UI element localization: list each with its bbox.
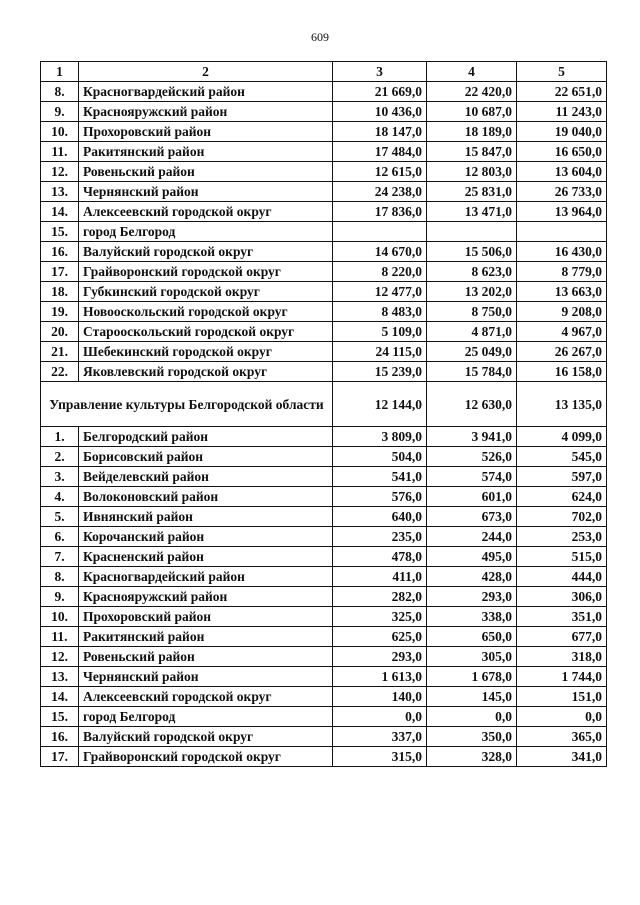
row-number: 16. <box>41 727 79 747</box>
row-value-col4: 4 871,0 <box>427 322 517 342</box>
row-number: 10. <box>41 122 79 142</box>
column-header-5: 5 <box>517 62 607 82</box>
row-name: Красногвардейский район <box>79 567 333 587</box>
row-number: 15. <box>41 707 79 727</box>
table-row <box>41 182 607 202</box>
row-value-col5: 16 430,0 <box>517 242 607 262</box>
table-row <box>41 427 607 447</box>
table-row <box>41 342 607 362</box>
row-value-col5: 545,0 <box>517 447 607 467</box>
table-row <box>41 627 607 647</box>
row-value-col5: 341,0 <box>517 747 607 767</box>
row-number: 8. <box>41 567 79 587</box>
table-section <box>41 382 607 427</box>
row-name: Ивнянский район <box>79 507 333 527</box>
table-row <box>41 447 607 467</box>
row-value-col4: 244,0 <box>427 527 517 547</box>
row-number: 19. <box>41 302 79 322</box>
row-name: Алексеевский городской округ <box>79 202 333 222</box>
row-value-col3: 282,0 <box>333 587 427 607</box>
row-value-col5: 26 733,0 <box>517 182 607 202</box>
table-row <box>41 607 607 627</box>
row-value-col5: 4 099,0 <box>517 427 607 447</box>
row-value-col4: 574,0 <box>427 467 517 487</box>
row-value-col4: 145,0 <box>427 687 517 707</box>
row-value-col5: 13 663,0 <box>517 282 607 302</box>
row-number: 5. <box>41 507 79 527</box>
row-number: 11. <box>41 627 79 647</box>
row-value-col4: 25 049,0 <box>427 342 517 362</box>
row-number: 7. <box>41 547 79 567</box>
row-name: Новооскольский городской округ <box>79 302 333 322</box>
row-value-col5: 253,0 <box>517 527 607 547</box>
table-row <box>41 587 607 607</box>
table-row <box>41 302 607 322</box>
row-number: 16. <box>41 242 79 262</box>
table-row <box>41 527 607 547</box>
row-value-col4: 428,0 <box>427 567 517 587</box>
column-header-1: 1 <box>41 62 79 82</box>
row-value-col5: 8 779,0 <box>517 262 607 282</box>
row-name: Чернянский район <box>79 182 333 202</box>
table-row <box>41 487 607 507</box>
row-value-col3: 640,0 <box>333 507 427 527</box>
row-value-col5: 16 158,0 <box>517 362 607 382</box>
row-value-col3: 24 238,0 <box>333 182 427 202</box>
row-value-col5: 624,0 <box>517 487 607 507</box>
row-name: Губкинский городской округ <box>79 282 333 302</box>
table-header-row <box>41 62 607 82</box>
row-number: 20. <box>41 322 79 342</box>
row-name: Шебекинский городской округ <box>79 342 333 362</box>
row-number: 9. <box>41 102 79 122</box>
table-row <box>41 282 607 302</box>
row-number: 21. <box>41 342 79 362</box>
row-value-col3: 504,0 <box>333 447 427 467</box>
row-value-col3: 315,0 <box>333 747 427 767</box>
row-value-col5: 702,0 <box>517 507 607 527</box>
row-value-col3: 15 239,0 <box>333 362 427 382</box>
row-value-col3: 17 836,0 <box>333 202 427 222</box>
row-value-col3: 5 109,0 <box>333 322 427 342</box>
table-row <box>41 467 607 487</box>
row-name: Чернянский район <box>79 667 333 687</box>
row-value-col5: 11 243,0 <box>517 102 607 122</box>
row-name: Красненский район <box>79 547 333 567</box>
row-number: 14. <box>41 202 79 222</box>
row-number: 22. <box>41 362 79 382</box>
row-value-col4: 18 189,0 <box>427 122 517 142</box>
row-number: 2. <box>41 447 79 467</box>
table-row <box>41 707 607 727</box>
row-value-col3: 140,0 <box>333 687 427 707</box>
table-row <box>41 242 607 262</box>
row-number: 3. <box>41 467 79 487</box>
row-name: город Белгород <box>79 222 333 242</box>
column-header-3: 3 <box>333 62 427 82</box>
row-value-col4: 601,0 <box>427 487 517 507</box>
row-value-col3 <box>333 222 427 242</box>
table-row <box>41 262 607 282</box>
table-row <box>41 122 607 142</box>
row-number: 13. <box>41 182 79 202</box>
page-number: 609 <box>311 30 329 44</box>
row-number: 10. <box>41 607 79 627</box>
row-value-col4: 350,0 <box>427 727 517 747</box>
row-value-col3: 12 477,0 <box>333 282 427 302</box>
row-name: Белгородский район <box>79 427 333 447</box>
column-header-4: 4 <box>427 62 517 82</box>
row-value-col5: 597,0 <box>517 467 607 487</box>
row-value-col3: 293,0 <box>333 647 427 667</box>
row-value-col4: 328,0 <box>427 747 517 767</box>
row-value-col3: 8 483,0 <box>333 302 427 322</box>
row-name: Грайворонский городской округ <box>79 747 333 767</box>
row-number: 17. <box>41 747 79 767</box>
table-row <box>41 322 607 342</box>
row-value-col4: 22 420,0 <box>427 82 517 102</box>
row-value-col3: 14 670,0 <box>333 242 427 262</box>
row-value-col3: 625,0 <box>333 627 427 647</box>
row-name: Яковлевский городской округ <box>79 362 333 382</box>
row-name: город Белгород <box>79 707 333 727</box>
row-name: Краснояружский район <box>79 102 333 122</box>
row-number: 18. <box>41 282 79 302</box>
table-row <box>41 747 607 767</box>
row-number: 12. <box>41 647 79 667</box>
row-value-col4: 10 687,0 <box>427 102 517 122</box>
row-name: Прохоровский район <box>79 607 333 627</box>
row-name: Волоконовский район <box>79 487 333 507</box>
table-row <box>41 162 607 182</box>
row-value-col3: 1 613,0 <box>333 667 427 687</box>
row-value-col4: 15 506,0 <box>427 242 517 262</box>
row-value-col4: 25 831,0 <box>427 182 517 202</box>
row-value-col3: 10 436,0 <box>333 102 427 122</box>
row-number: 8. <box>41 82 79 102</box>
row-name: Корочанский район <box>79 527 333 547</box>
row-value-col3: 0,0 <box>333 707 427 727</box>
column-header-2: 2 <box>79 62 333 82</box>
section-title: Управление культуры Белгородской области <box>41 382 333 427</box>
row-value-col5: 515,0 <box>517 547 607 567</box>
row-name: Грайворонский городской округ <box>79 262 333 282</box>
table-row <box>41 547 607 567</box>
row-value-col4: 13 471,0 <box>427 202 517 222</box>
table-body-part-1 <box>41 82 607 382</box>
row-value-col3: 12 615,0 <box>333 162 427 182</box>
row-value-col4: 3 941,0 <box>427 427 517 447</box>
row-value-col4: 15 784,0 <box>427 362 517 382</box>
row-number: 12. <box>41 162 79 182</box>
row-value-col3: 17 484,0 <box>333 142 427 162</box>
row-name: Ровеньский район <box>79 647 333 667</box>
row-name: Валуйский городской округ <box>79 727 333 747</box>
row-name: Краснояружский район <box>79 587 333 607</box>
row-name: Вейделевский район <box>79 467 333 487</box>
row-number: 17. <box>41 262 79 282</box>
table-row <box>41 567 607 587</box>
row-value-col4: 15 847,0 <box>427 142 517 162</box>
row-value-col4: 13 202,0 <box>427 282 517 302</box>
row-value-col3: 8 220,0 <box>333 262 427 282</box>
row-value-col5: 318,0 <box>517 647 607 667</box>
row-name: Ракитянский район <box>79 142 333 162</box>
row-value-col5: 13 604,0 <box>517 162 607 182</box>
row-value-col4: 338,0 <box>427 607 517 627</box>
row-value-col4: 8 750,0 <box>427 302 517 322</box>
row-name: Прохоровский район <box>79 122 333 142</box>
table-row <box>41 647 607 667</box>
row-number: 13. <box>41 667 79 687</box>
row-name: Старооскольский городской округ <box>79 322 333 342</box>
row-value-col4: 305,0 <box>427 647 517 667</box>
row-number: 15. <box>41 222 79 242</box>
row-value-col4: 673,0 <box>427 507 517 527</box>
table-row <box>41 202 607 222</box>
section-value-col5: 13 135,0 <box>517 382 607 427</box>
row-value-col5: 444,0 <box>517 567 607 587</box>
row-number: 11. <box>41 142 79 162</box>
row-value-col3: 24 115,0 <box>333 342 427 362</box>
row-value-col5: 22 651,0 <box>517 82 607 102</box>
row-value-col5 <box>517 222 607 242</box>
row-value-col5: 4 967,0 <box>517 322 607 342</box>
table-row <box>41 507 607 527</box>
row-value-col3: 478,0 <box>333 547 427 567</box>
row-number: 6. <box>41 527 79 547</box>
table-body-part-2 <box>41 427 607 767</box>
row-number: 9. <box>41 587 79 607</box>
row-value-col4: 650,0 <box>427 627 517 647</box>
row-value-col3: 18 147,0 <box>333 122 427 142</box>
row-value-col3: 576,0 <box>333 487 427 507</box>
row-value-col4: 495,0 <box>427 547 517 567</box>
row-name: Ракитянский район <box>79 627 333 647</box>
row-value-col4: 1 678,0 <box>427 667 517 687</box>
table-row <box>41 82 607 102</box>
row-name: Красногвардейский район <box>79 82 333 102</box>
row-value-col5: 16 650,0 <box>517 142 607 162</box>
row-value-col5: 9 208,0 <box>517 302 607 322</box>
row-value-col4: 526,0 <box>427 447 517 467</box>
row-value-col5: 151,0 <box>517 687 607 707</box>
row-value-col4: 0,0 <box>427 707 517 727</box>
row-value-col5: 19 040,0 <box>517 122 607 142</box>
row-number: 14. <box>41 687 79 707</box>
row-value-col5: 26 267,0 <box>517 342 607 362</box>
row-value-col4: 293,0 <box>427 587 517 607</box>
row-value-col5: 365,0 <box>517 727 607 747</box>
row-name: Алексеевский городской округ <box>79 687 333 707</box>
section-value-col4: 12 630,0 <box>427 382 517 427</box>
row-name: Ровеньский район <box>79 162 333 182</box>
row-value-col3: 3 809,0 <box>333 427 427 447</box>
table-row <box>41 142 607 162</box>
row-value-col5: 306,0 <box>517 587 607 607</box>
row-value-col5: 677,0 <box>517 627 607 647</box>
row-number: 4. <box>41 487 79 507</box>
row-value-col3: 235,0 <box>333 527 427 547</box>
row-name: Валуйский городской округ <box>79 242 333 262</box>
row-value-col5: 13 964,0 <box>517 202 607 222</box>
row-value-col5: 1 744,0 <box>517 667 607 687</box>
row-value-col4 <box>427 222 517 242</box>
row-value-col5: 0,0 <box>517 707 607 727</box>
row-value-col3: 337,0 <box>333 727 427 747</box>
table-row <box>41 362 607 382</box>
table-row <box>41 222 607 242</box>
table-row <box>41 687 607 707</box>
row-value-col3: 541,0 <box>333 467 427 487</box>
row-name: Борисовский район <box>79 447 333 467</box>
section-value-col3: 12 144,0 <box>333 382 427 427</box>
row-value-col3: 325,0 <box>333 607 427 627</box>
table-row <box>41 727 607 747</box>
row-value-col3: 21 669,0 <box>333 82 427 102</box>
table-row <box>41 667 607 687</box>
row-value-col4: 12 803,0 <box>427 162 517 182</box>
row-value-col5: 351,0 <box>517 607 607 627</box>
budget-table <box>40 61 607 767</box>
row-value-col4: 8 623,0 <box>427 262 517 282</box>
row-value-col3: 411,0 <box>333 567 427 587</box>
row-number: 1. <box>41 427 79 447</box>
section-row <box>41 382 607 427</box>
table-row <box>41 102 607 122</box>
